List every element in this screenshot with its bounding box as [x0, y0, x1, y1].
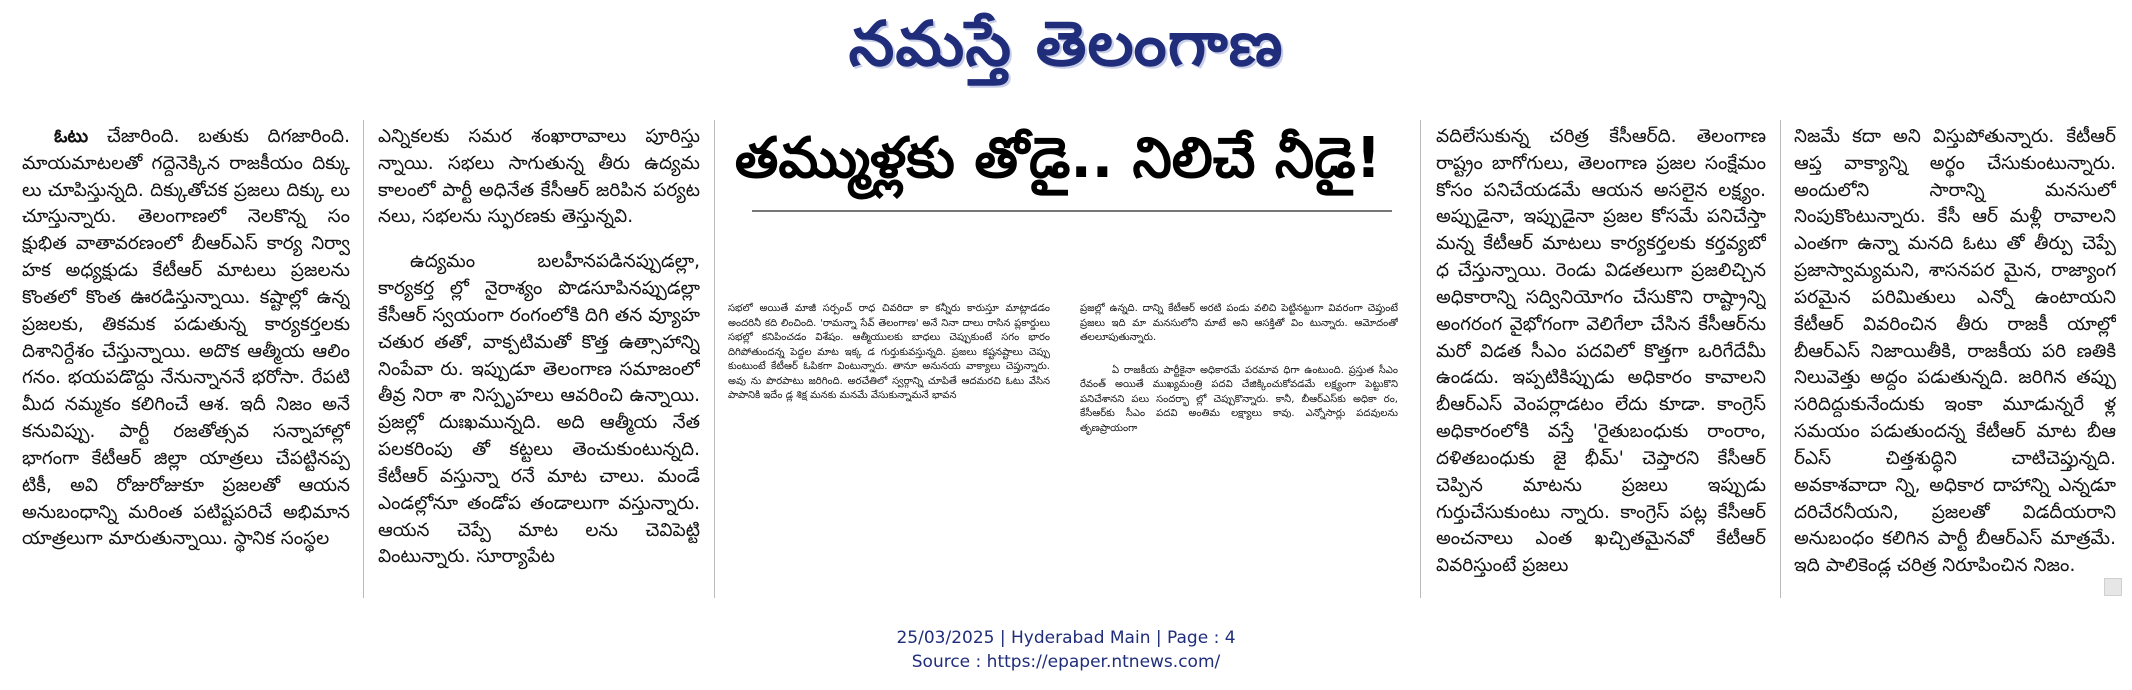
masthead-logo — [0, 4, 2132, 84]
article-column-5 — [1436, 124, 1766, 600]
column-divider — [714, 120, 715, 598]
paragraph: ఎన్నికలకు సమర శంఖారావాలు పూరిస్తు న్నాయి. సభలు సాగుతున్న తీరు ఉద్యమ కాలంలో పార్టీ అధినేత కేసీఆర్ జరిపిన పర్యట నలు, సభలను స్ఫురణకు తెస్తున్నవి. — [378, 126, 700, 228]
lead-word: ఓటు — [54, 126, 89, 147]
masthead-title: నమస్తే తెలంగాణ — [848, 7, 1284, 80]
column-divider — [1420, 120, 1421, 598]
paragraph: నిజమే కదా అని విస్తుపోతున్నారు. కేటీఆర్ ఆప్త వాక్యాన్ని అర్థం చేసుకుంటున్నారు. అందులోని సారాన్ని మనసులో నింపుకొంటున్నారు. కేసీ ఆర్ మళ్లీ రావాలని ఎంతగా ఉన్నా మనది ఓటు తో తీర్పు చెప్పే ప్రజాస్వామ్యమని, శాసనపర మైన, రాజ్యాంగ పరమైన పరిమితులు ఎన్నో ఉంటాయని కేటీఆర్ వివరించిన తీరు రాజకీ యాల్లో బీఆర్‌ఎస్ నిజాయితీకి, రాజకీయ పరి ణతికి నిలువెత్తు అద్దం పడుతున్నది. జరిగిన తప్పు సరిదిద్దుకునేందుకు ఇంకా మూడున్నరే ళ్ల సమయం పడుతుందన్న కేటీఆర్ మాట బీఆ ర్‌ఎస్ చిత్తశుద్ధిని చాటిచెప్తున్నది. అవకాశవాదా న్ని, అధికార దాహాన్ని ఎన్నడూ దరిచేరనీయని, ప్రజలతో విడదీయరాని అనుబంధం కలిగిన పార్టీ బీఆర్‌ఎస్ మాత్రమే. ఇది పాలికెండ్ల చరిత్ర నిరూపించిన నిజం. — [1794, 126, 2116, 577]
article-column-4 — [1080, 302, 1398, 600]
paragraph: ఉద్యమం బలహీనపడినప్పుడల్లా, కార్యకర్త ల్లో నైరాశ్యం పొడసూపినప్పుడల్లా కేసీఆర్ స్వయంగా రంగంలోకి దిగి తన వ్యూహ చతుర తతో, వాక్పటిమతో కొత్త ఉత్సాహాన్ని నింపేవా రు. ఇప్పుడూ తెలంగాణ సమాజంలో తీవ్ర నిరా శా నిస్పృహలు ఆవరించి ఉన్నాయి. ప్రజల్లో దుఃఖమున్నది. అది ఆత్మీయ నేత పలకరింపు తో కట్టలు తెంచుకుంటున్నది. కేటీఆర్ వస్తున్నా రనే మాట చాలు. మండే ఎండల్లోనూ తండోప తండాలుగా వస్తున్నారు. ఆయన చెప్పే మాట లను చెవిపెట్టి వింటున్నారు. సూర్యాపేట — [378, 251, 700, 568]
column-divider — [363, 120, 364, 598]
headline-rule — [752, 210, 1392, 212]
paragraph: ప్రజల్లో ఉన్నది. దాన్ని కేటీఆర్ అరటి పండు వలిచి పెట్టినట్టుగా వివరంగా చెప్తుంటే ప్రజలు ఇది మా మనసులోని మాటే అని ఆసక్తితో విం టున్నారు. ఆమోదంతో తలలూపుతున్నారు. — [1080, 303, 1398, 343]
paragraph-text: చేజారింది. బతుకు దిగజారింది. మాయమాటలతో గద్దెనెక్కిన రాజకీయం దిక్కు లు చూపిస్తున్నది. దిక్కుతోచక ప్రజలు దిక్కు లు చూస్తున్నారు. తెలంగాణలో నెలకొన్న సం క్షుభిత వాతావరణంలో బీఆర్‌ఎస్ కార్య నిర్వా హక అధ్యక్షుడు కేటీఆర్ మాటలు ప్రజలను కొంతలో కొంత ఊరడిస్తున్నాయి. కష్టాల్లో ఉన్న ప్రజలకు, తికమక పడుతున్న కార్యకర్తలకు దిశానిర్దేశం చేస్తున్నాయి. అదొక ఆత్మీయ ఆలిం గనం. భయపడొద్దు నేనున్నాననే భరోసా. రేపటి మీద నమ్మకం కలిగించే ఆశ. ఇదీ నిజం అనే కనువిప్పు. పార్టీ రజతోత్సవ సన్నాహాల్లో భాగంగా కేటీఆర్ జిల్లా యాత్రలు చేపట్టినప్ప టికీ, అవి రోజురోజుకూ ప్రజలతో ఆయన అనుబంధాన్ని మరింత పటిష్టపరిచే అభిమాన యాత్రలుగా మారుతున్నాయి. స్థానిక సంస్థల — [22, 126, 350, 550]
paragraph: ఏ రాజకీయ పార్టీకైనా అధికారమే పరమావ ధిగా ఉంటుంది. ప్రస్తుత సీఎం రేవంత్ అయితే ముఖ్యమంత్రి పదవి చేజిక్కించుకోవడమే లక్ష్యంగా పెట్టుకొని పనిచేశానని పలు సందర్భా ల్లో చెప్పుకొన్నారు. కానీ, బీఆర్‌ఎస్‌కు అధికా రం, కేసీఆర్‌కు సీఎం పదవి అంతిమ లక్ష్యాలు కావు. ఎన్నోసార్లు పదవులను తృణప్రాయంగా — [1080, 364, 1398, 434]
column-divider — [1780, 120, 1781, 598]
article-column-6 — [1794, 124, 2116, 600]
article-column-1 — [22, 124, 350, 600]
article-column-2 — [378, 124, 700, 600]
article-headline: తమ్ముళ్లకు తోడై.. నిలిచే నీడై! — [734, 126, 1382, 191]
footer-source: Source : https://epaper.ntnews.com/ — [911, 652, 1221, 672]
article-column-3 — [728, 302, 1050, 600]
scroll-handle[interactable] — [2104, 578, 2122, 596]
paragraph: వదిలేసుకున్న చరిత్ర కేసీఆర్‌ది. తెలంగాణ రాష్ట్రం బాగోగులు, తెలంగాణ ప్రజల సంక్షేమం కోసం పనిచేయడమే ఆయన అసలైన లక్ష్యం. అప్పుడైనా, ఇప్పుడైనా ప్రజల కోసమే పనిచేస్తా మన్న కేటీఆర్ మాటలు కార్యకర్తలకు కర్తవ్యబో ధ చేస్తున్నాయి. రెండు విడతలుగా ప్రజలిచ్చిన అధికారాన్ని సద్వినియోగం చేసుకొని రాష్ట్రాన్ని అంగరంగ వైభోగంగా వెలిగేలా చేసిన కేసీఆర్‌ను మరో విడత సీఎం పదవిలో కొత్తగా ఒరిగేదేమీ ఉండదు. ఇప్పటికిప్పుడు అధికారం కావాలని బీఆర్‌ఎస్ వెంపర్లాడటం లేదు కూడా. కాంగ్రెస్ అధికారంలోకి వస్తే 'రైతుబంధుకు రాంరాం, దళితబంధుకు జై భీమ్' చెప్తారని కేసీఆర్ చెప్పిన మాటను ప్రజలు ఇప్పుడు గుర్తుచేసుకుంటు న్నారు. కాంగ్రెస్ పట్ల కేసీఆర్ అంచనాలు ఎంత ఖచ్చితమైనవో కేటీఆర్ వివరిస్తుంటే ప్రజలు — [1436, 126, 1766, 577]
paragraph — [22, 124, 350, 553]
footer-dateline: 25/03/2025 | Hyderabad Main | Page : 4 — [896, 628, 1236, 648]
paragraph: సభలో అయితే మాజీ సర్పంచ్ రాధ చివరిదా కా కన్నీరు కారుస్తూ మాట్లాడడం అందరినీ కది లించింది. 'రామన్నా సేవ్ తెలంగాణ' అనే నినా దాలు రాసిన ప్లకార్డులు సభల్లో కనిపించడం విశేషం. ఆత్మీయులకు బాధలు చెప్పుకుంటే సగం భారం దిగిపోతుందన్న పెద్దల మాట ఇక్క డ గుర్తుకువస్తున్నది. ప్రజలు కష్టనష్టాలు చెప్పు కుంటుంటే కేటీఆర్ ఓపికగా వింటున్నారు. తానూ అనునయ వాక్యాలు చెప్తున్నారు. అవు ను పొరపాటు జరిగింది. అరచేతిలో స్వర్గాన్ని చూపితే ఆదమరచి ఓటు వేసిన పాపానికి ఇదేం డ్ల శిక్ష మనకు మనమే వేసుకున్నామనే భావన — [728, 303, 1050, 401]
